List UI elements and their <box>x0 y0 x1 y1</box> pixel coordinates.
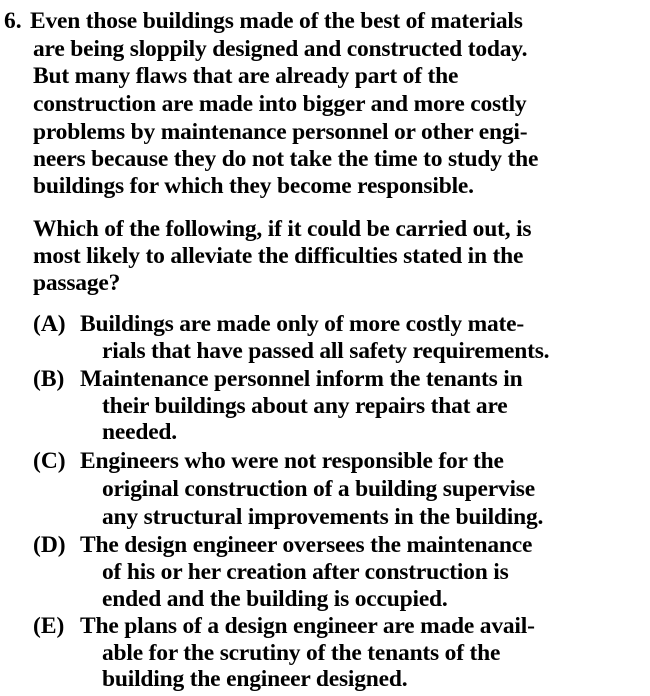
option-b-line: Maintenance personnel inform the tenants in <box>80 366 523 392</box>
option-e-line: able for the scrutiny of the tenants of the <box>102 640 501 666</box>
option-c-line: original construction of a building supervise <box>102 476 535 502</box>
prompt-line: passage? <box>33 270 121 296</box>
passage-line: neers because they do not take the time to study the <box>33 146 539 172</box>
option-d-line: ended and the building is occupied. <box>102 586 448 612</box>
option-b-line: their buildings about any repairs that are <box>102 393 508 419</box>
passage-line: Even those buildings made of the best of materials <box>30 8 523 34</box>
option-d-letter: (D) <box>33 532 66 558</box>
option-c-line: any structural improvements in the building. <box>102 504 544 530</box>
option-e-line: building the engineer designed. <box>102 666 408 692</box>
option-a-line: Buildings are made only of more costly mate- <box>80 311 524 337</box>
option-d-line: of his or her creation after construction is <box>102 559 509 585</box>
passage-line: construction are made into bigger and more costly <box>33 91 527 117</box>
option-a-letter: (A) <box>33 311 66 337</box>
option-b-letter: (B) <box>33 366 65 392</box>
option-c-line: Engineers who were not responsible for the <box>80 448 504 474</box>
option-a-line: rials that have passed all safety requirements. <box>102 338 550 364</box>
passage-line: are being sloppily designed and constructed today. <box>33 36 528 62</box>
option-b-line: needed. <box>102 419 177 445</box>
option-e-letter: (E) <box>33 613 65 639</box>
option-c-letter: (C) <box>33 448 66 474</box>
prompt-line: Which of the following, if it could be carried out, is <box>33 216 532 242</box>
option-d-line: The design engineer oversees the maintenance <box>80 532 533 558</box>
passage-line: problems by maintenance personnel or other engi- <box>33 119 528 145</box>
prompt-line: most likely to alleviate the difficulties stated in the <box>33 243 524 269</box>
passage-line: buildings for which they become responsible. <box>33 173 474 199</box>
question-number: 6. <box>4 8 22 34</box>
option-e-line: The plans of a design engineer are made avail- <box>80 613 535 639</box>
passage-line: But many flaws that are already part of the <box>33 63 459 89</box>
